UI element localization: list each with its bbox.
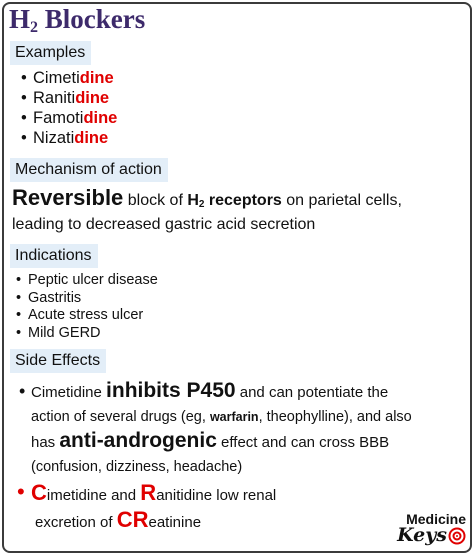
list-item: • Famotidine: [33, 108, 117, 128]
title-subscript: 2: [30, 19, 39, 36]
list-item: • Nizatidine: [33, 128, 117, 148]
list-item: • Cimetidine: [33, 68, 117, 88]
list-item: • Acute stress ulcer: [28, 307, 158, 325]
examples-list: [33, 68, 117, 148]
list-item: • Ranitidine: [33, 88, 117, 108]
target-icon: [448, 527, 466, 545]
logo-line-2: Keys: [397, 526, 466, 545]
section-label-side-effects: Side Effects: [10, 349, 106, 373]
list-item: • Gastritis: [28, 290, 158, 308]
indications-list: [28, 272, 158, 342]
list-item: • Peptic ulcer disease: [28, 272, 158, 290]
side-effects-list: [31, 379, 412, 535]
section-label-examples: Examples: [10, 41, 91, 65]
logo-line-1: Medicine: [406, 511, 466, 527]
page-title: [9, 4, 146, 36]
title-main: H: [9, 4, 31, 34]
mechanism-line-2: leading to decreased gastric acid secretion: [12, 216, 316, 233]
mechanism-line-1: Reversible block of $H_2$ receptors on parietal cells,: [12, 185, 402, 210]
medicine-keys-logo: [397, 512, 466, 545]
list-item: • Mild GERD: [28, 325, 158, 343]
section-label-indications: Indications: [10, 244, 98, 268]
mechanism-text: [12, 186, 467, 237]
list-item: • Cimetidine and Ranitidine low renal excretion of CReatinine: [31, 481, 412, 535]
list-item: • Cimetidine inhibits P450 and can potentiate the action of several drugs (eg, warfarin, theophylline), and also has anti-androgenic effect and can cross BBB (confusion, dizziness, headache): [31, 379, 412, 479]
section-label-mechanism: Mechanism of action: [10, 158, 168, 182]
title-rest: Blockers: [38, 4, 146, 34]
